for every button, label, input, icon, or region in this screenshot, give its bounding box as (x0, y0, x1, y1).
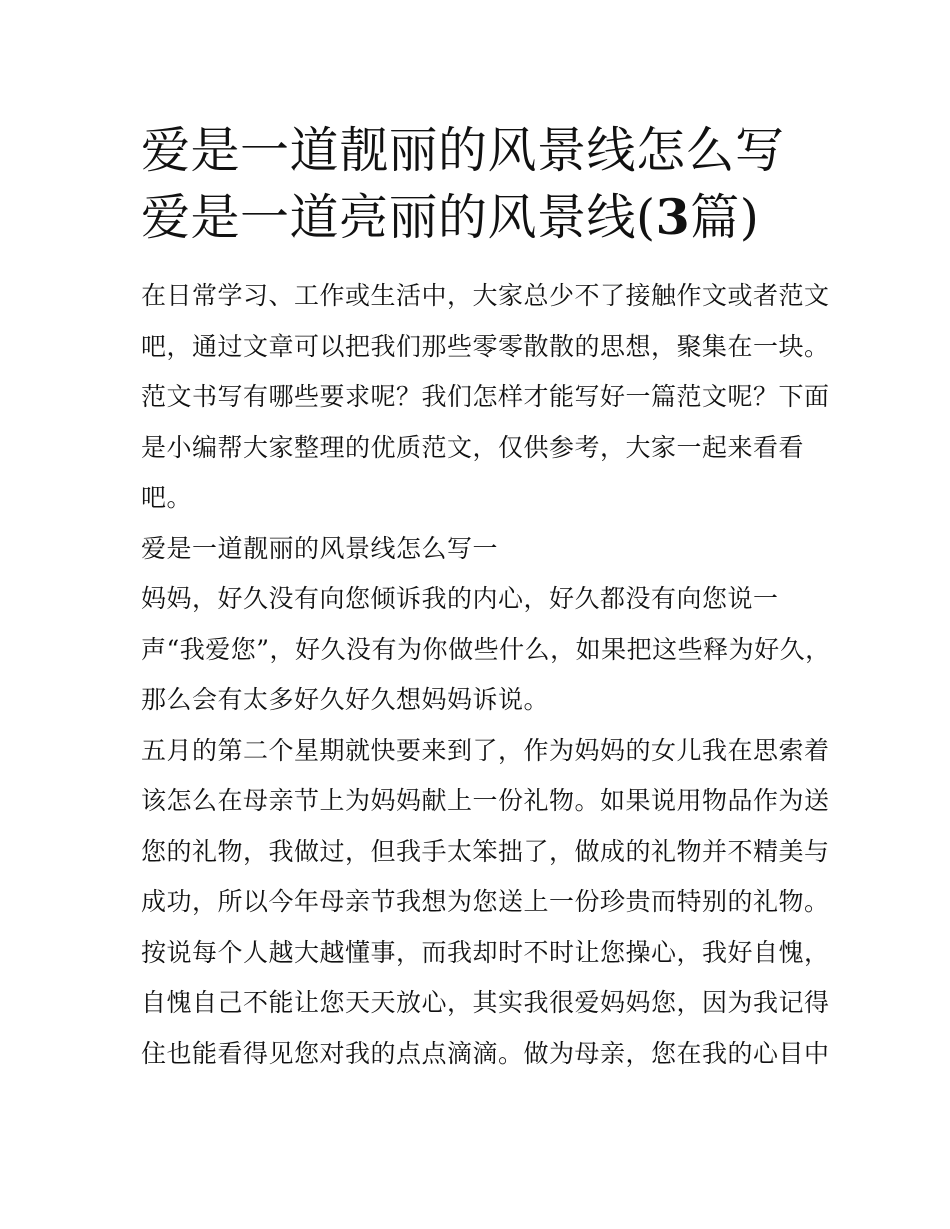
body-line: 声“我爱您”，好久没有为你做些什么，如果把这些释为好久， (141, 634, 831, 664)
body-line: 该怎么在母亲节上为妈妈献上一份礼物。如果说用物品作为送 (141, 786, 830, 815)
body-line: 范文书写有哪些要求呢？我们怎样才能写好一篇范文呢？下面 (141, 382, 830, 411)
document-page (141, 118, 831, 1079)
section-heading: 爱是一道靓丽的风景线怎么写一 (141, 533, 499, 563)
body-line: 住也能看得见您对我的点点滴滴。做为母亲，您在我的心目中 (141, 1038, 830, 1068)
body-line: 按说每个人越大越懂事，而我却时不时让您操心，我好自愧， (141, 937, 830, 967)
body-line: 妈妈，好久没有向您倾诉我的内心，好久都没有向您说一 (141, 584, 779, 613)
body-line: 在日常学习、工作或生活中，大家总少不了接触作文或者范文 (141, 281, 830, 310)
body-line: 成功，所以今年母亲节我想为您送上一份珍贵而特别的礼物。 (141, 887, 830, 916)
body-line: 吧，通过文章可以把我们那些零零散散的思想，聚集在一块。 (141, 331, 830, 361)
title-line-2-prefix: 爱是一道亮丽的风景线( (141, 189, 656, 246)
title-line-2 (141, 184, 821, 251)
body-line: 那么会有太多好久好久想妈妈诉说。 (141, 685, 550, 714)
title-line-2-number: 3 (655, 188, 691, 246)
body-line: 吧。 (141, 483, 193, 512)
document-body (141, 271, 831, 1079)
title-line-2-suffix: 篇) (690, 189, 760, 246)
document-title (141, 118, 821, 251)
body-line: 您的礼物，我做过，但我手太笨拙了，做成的礼物并不精美与 (141, 836, 830, 866)
body-line: 自愧自己不能让您天天放心，其实我很爱妈妈您，因为我记得 (141, 988, 830, 1017)
title-line-1: 爱是一道靓丽的风景线怎么写 (141, 122, 785, 179)
body-line: 五月的第二个星期就快要来到了，作为妈妈的女儿我在思索着 (141, 735, 830, 765)
body-line: 是小编帮大家整理的优质范文，仅供参考，大家一起来看看 (141, 432, 805, 462)
